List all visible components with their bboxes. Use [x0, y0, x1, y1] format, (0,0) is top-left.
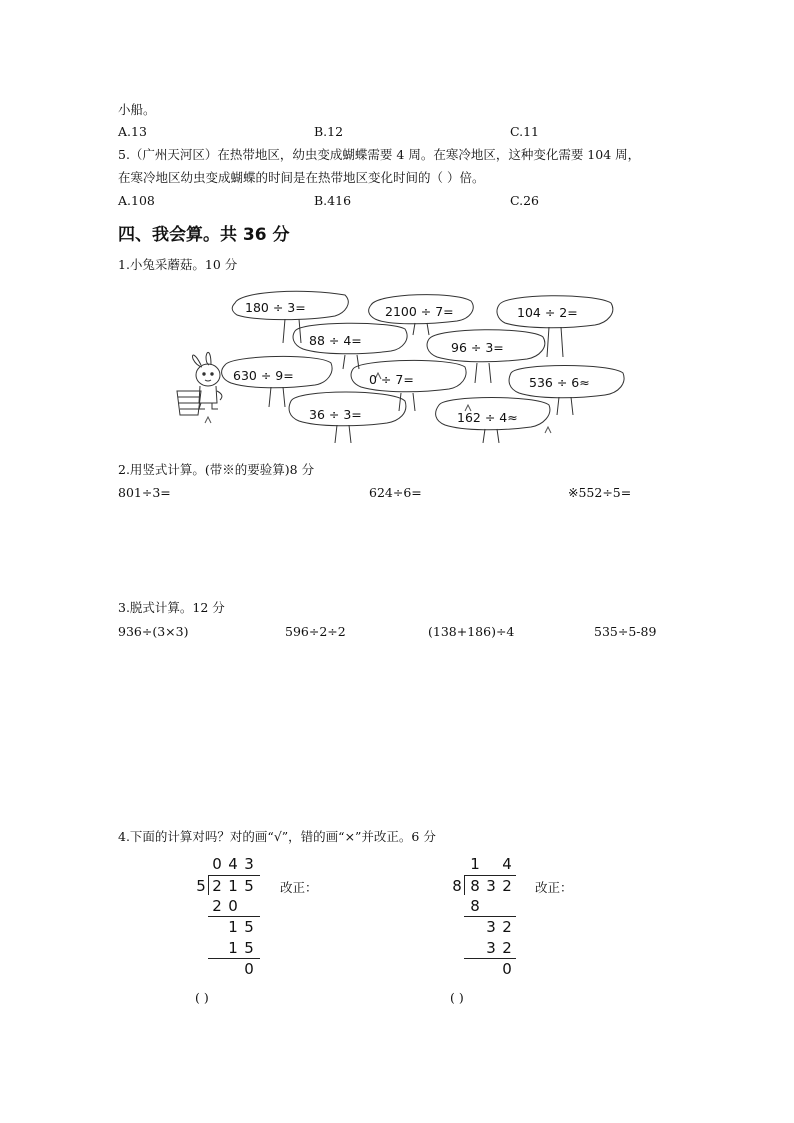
divisor: 5	[196, 877, 206, 895]
mushroom-label-9: 36 ÷ 3=	[309, 407, 362, 422]
q3-title: 3.脱式计算。12 分	[118, 600, 225, 615]
q2-item-2: 624÷6=	[369, 485, 422, 500]
q4-option-a: A.13	[118, 124, 147, 139]
quotient-digit: 4	[502, 855, 512, 873]
step-digit: 0	[228, 897, 238, 915]
step-digit: 3	[486, 939, 496, 957]
mushroom-label-10: 162 ÷ 4≈	[457, 410, 518, 425]
step-digit: 3	[486, 918, 496, 936]
dividend-digit: 2	[502, 877, 512, 895]
mushroom-5	[427, 330, 545, 383]
step-digit: 2	[212, 897, 222, 915]
rabbit-icon	[177, 352, 222, 415]
step-digit: 8	[470, 897, 480, 915]
step-digit: 0	[502, 960, 512, 978]
dividend-digit: 3	[486, 877, 496, 895]
correction-label-left: 改正：	[280, 880, 318, 895]
division-bar	[464, 875, 516, 876]
mushroom-8	[509, 366, 624, 416]
q3-item-2: 596÷2÷2	[285, 624, 346, 639]
q3-item-4: 535÷5-89	[594, 624, 657, 639]
judge-paren-right: ( )	[450, 990, 464, 1005]
q3-item-1: 936÷(3×3)	[118, 624, 189, 639]
q5-text-line2: 在寒冷地区幼虫变成蝴蝶的时间是在热带地区变化时间的（ ）倍。	[118, 170, 485, 185]
q5-option-a: A.108	[118, 193, 155, 208]
correction-label-right: 改正：	[535, 880, 573, 895]
divisor: 8	[452, 877, 462, 895]
mushroom-label-1: 180 ÷ 3=	[245, 300, 306, 315]
long-division-right	[450, 855, 520, 985]
step-digit: 2	[502, 939, 512, 957]
division-bracket	[208, 875, 209, 895]
dividend-digit: 5	[244, 877, 254, 895]
dividend-digit: 8	[470, 877, 480, 895]
mushroom-label-4: 88 ÷ 4=	[309, 333, 362, 348]
q2-title: 2.用竖式计算。(带※的要验算)8 分	[118, 462, 315, 477]
q1-title: 1.小兔采蘑菇。10 分	[118, 257, 238, 272]
q5-option-c: C.26	[510, 193, 539, 208]
division-bracket	[464, 875, 465, 895]
quotient-digit: 0	[212, 855, 222, 873]
step-digit: 5	[244, 939, 254, 957]
mushroom-label-3: 104 ÷ 2=	[517, 305, 578, 320]
step-line	[208, 916, 260, 917]
section4-heading: 四、我会算。共 36 分	[118, 225, 290, 245]
quotient-digit: 4	[228, 855, 238, 873]
q4-option-b: B.12	[314, 124, 344, 139]
quotient-digit: 3	[244, 855, 254, 873]
step-digit: 2	[502, 918, 512, 936]
step-digit: 1	[228, 939, 238, 957]
step-line	[464, 958, 516, 959]
mushroom-label-2: 2100 ÷ 7=	[385, 304, 454, 319]
step-digit: 1	[228, 918, 238, 936]
step-line	[208, 958, 260, 959]
quotient-digit: 1	[470, 855, 480, 873]
mushroom-label-7: 0 ÷ 7=	[369, 372, 414, 387]
mushroom-label-8: 536 ÷ 6≈	[529, 375, 590, 390]
long-division-left	[196, 855, 266, 985]
q4-option-c: C.11	[510, 124, 539, 139]
step-digit: 5	[244, 918, 254, 936]
q4-tail-text: 小船。	[118, 102, 156, 117]
step-digit: 0	[244, 960, 254, 978]
q5-text-line1: 5.（广州天河区）在热带地区，幼虫变成蝴蝶需要 4 周。在寒冷地区，这种变化需要 104 周，	[118, 147, 641, 162]
division-bar	[208, 875, 260, 876]
q2-item-3: ※552÷5=	[568, 485, 632, 500]
q3-item-3: (138+186)÷4	[428, 624, 515, 639]
q5-option-b: B.416	[314, 193, 352, 208]
judge-paren-left: ( )	[195, 990, 209, 1005]
mushroom-label-5: 96 ÷ 3=	[451, 340, 504, 355]
mushroom-label-6: 630 ÷ 9=	[233, 368, 294, 383]
step-line	[464, 916, 516, 917]
mushroom-illustration	[165, 283, 625, 443]
q2-item-1: 801÷3=	[118, 485, 171, 500]
dividend-digit: 1	[228, 877, 238, 895]
q4-title: 4.下面的计算对吗？对的画“√”，错的画“×”并改正。6 分	[118, 829, 436, 844]
dividend-digit: 2	[212, 877, 222, 895]
